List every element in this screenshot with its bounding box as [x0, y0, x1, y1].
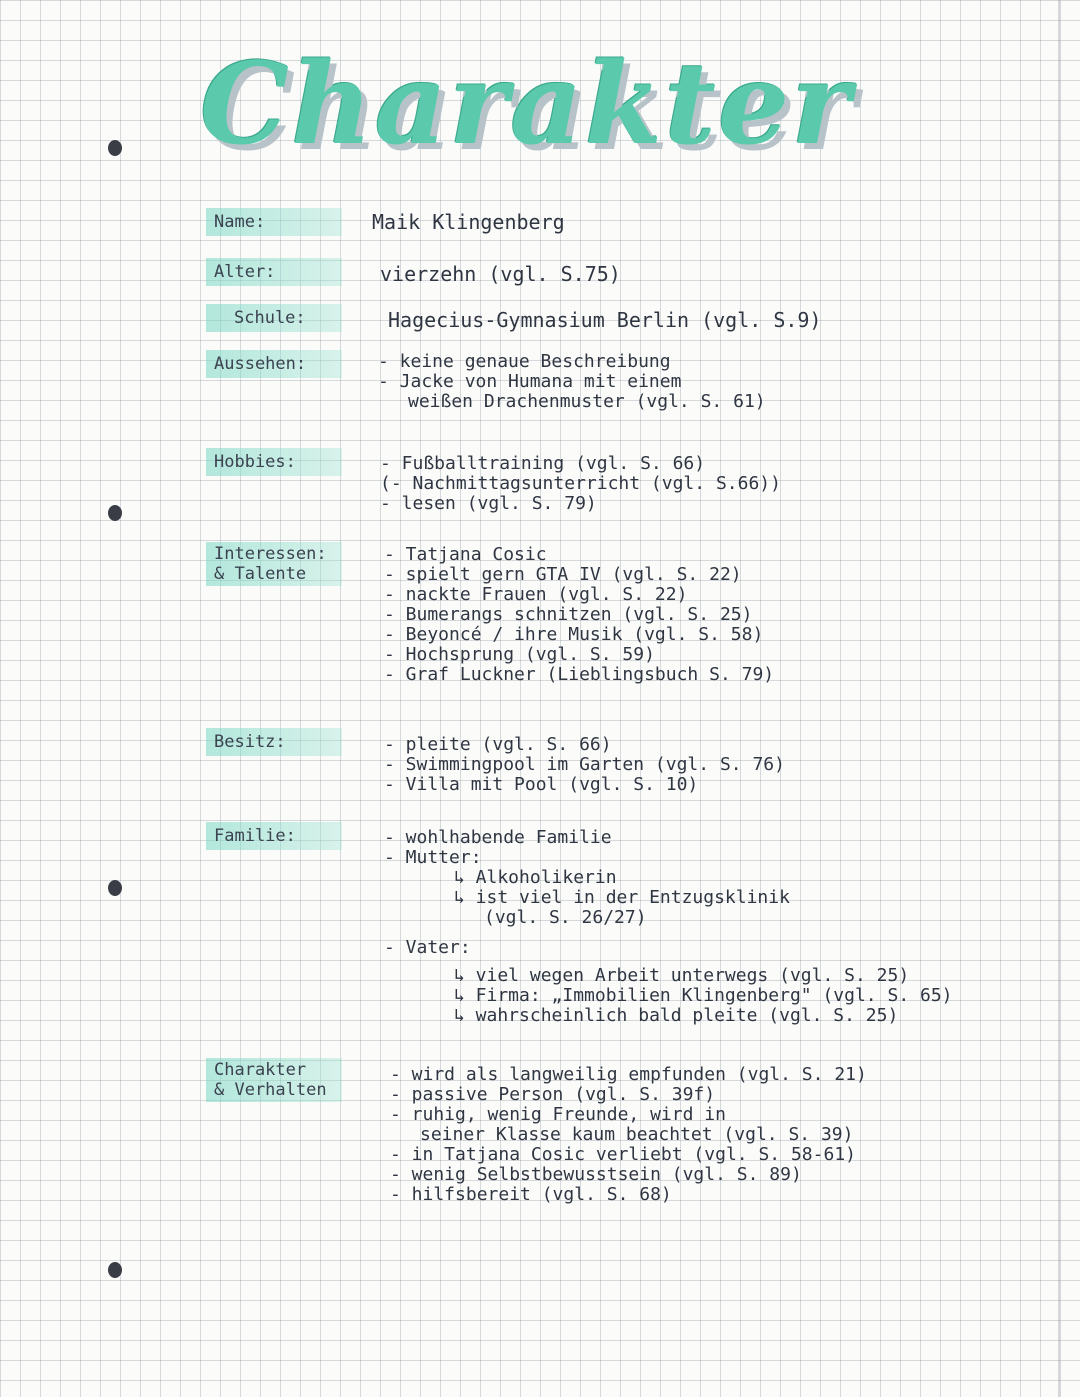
schule-label: Schule: [206, 304, 342, 332]
list-item: seiner Klasse kaum beachtet (vgl. S. 39) [420, 1124, 854, 1145]
list-item: ↳ wahrscheinlich bald pleite (vgl. S. 25) [454, 1005, 899, 1026]
list-item: - keine genaue Beschreibung [378, 351, 671, 372]
hobbies-label: Hobbies: [206, 448, 342, 476]
besitz-list [384, 735, 785, 795]
list-item: - Graf Luckner (Lieblingsbuch S. 79) [384, 664, 775, 685]
list-item: weißen Drachenmuster (vgl. S. 61) [408, 391, 766, 412]
list-item: - hilfsbereit (vgl. S. 68) [390, 1184, 672, 1205]
interessen-label-line: & Talente [214, 564, 307, 584]
name-value: Maik Klingenberg [372, 210, 565, 234]
list-item: - Hochsprung (vgl. S. 59) [384, 644, 655, 665]
schule-value: Hagecius-Gymnasium Berlin (vgl. S.9) [388, 308, 822, 332]
list-item: - passive Person (vgl. S. 39f) [390, 1084, 716, 1105]
list-item: ↳ Alkoholikerin [454, 867, 617, 888]
punch-hole [108, 1262, 122, 1278]
name-label: Name: [206, 208, 342, 236]
list-item: - wohlhabende Familie [384, 827, 612, 848]
aussehen-label: Aussehen: [206, 350, 342, 378]
alter-value: vierzehn (vgl. S.75) [380, 262, 621, 286]
list-item: - Jacke von Humana mit einem [378, 371, 682, 392]
hobbies-list [380, 454, 781, 514]
interessen-list [384, 545, 774, 685]
list-item: - Vater: [384, 937, 471, 958]
list-item: - ruhig, wenig Freunde, wird in [390, 1104, 726, 1125]
list-item: - Mutter: [384, 847, 482, 868]
list-item: - Villa mit Pool (vgl. S. 10) [384, 774, 699, 795]
familie-list [384, 828, 953, 1026]
list-item: - wird als langweilig empfunden (vgl. S. 21) [390, 1064, 867, 1085]
interessen-label [206, 542, 342, 586]
charakter-label-line: & Verhalten [214, 1080, 327, 1100]
list-item: - Beyoncé / ihre Musik (vgl. S. 58) [384, 624, 764, 645]
charakter-label [206, 1058, 342, 1102]
list-item: ↳ Firma: „Immobilien Klingenberg" (vgl. S. 65) [454, 985, 953, 1006]
list-item: ↳ viel wegen Arbeit unterwegs (vgl. S. 25) [454, 965, 910, 986]
list-item: - Bumerangs schnitzen (vgl. S. 25) [384, 604, 753, 625]
besitz-label: Besitz: [206, 728, 342, 756]
list-item: - Fußballtraining (vgl. S. 66) [380, 453, 706, 474]
aussehen-list [378, 352, 766, 412]
alter-label: Alter: [206, 258, 342, 286]
list-item: - lesen (vgl. S. 79) [380, 493, 597, 514]
punch-hole [108, 880, 122, 896]
charakter-label-line: Charakter [214, 1060, 307, 1080]
list-item: (- Nachmittagsunterricht (vgl. S.66)) [380, 473, 781, 494]
list-item: - Swimmingpool im Garten (vgl. S. 76) [384, 754, 785, 775]
list-item: - nackte Frauen (vgl. S. 22) [384, 584, 688, 605]
list-item: (vgl. S. 26/27) [484, 907, 647, 928]
list-item: - in Tatjana Cosic verliebt (vgl. S. 58-61) [390, 1144, 856, 1165]
interessen-label-line: Interessen: [214, 544, 327, 564]
punch-hole [108, 140, 122, 156]
list-item: - pleite (vgl. S. 66) [384, 734, 612, 755]
list-item: ↳ ist viel in der Entzugsklinik [454, 887, 790, 908]
punch-hole [108, 505, 122, 521]
list-item: - Tatjana Cosic [384, 544, 547, 565]
page-margin-line [1058, 0, 1060, 1397]
familie-label: Familie: [206, 822, 342, 850]
list-item: - wenig Selbstbewusstsein (vgl. S. 89) [390, 1164, 802, 1185]
list-item: - spielt gern GTA IV (vgl. S. 22) [384, 564, 742, 585]
page-title: Charakter [200, 39, 853, 170]
charakter-list [390, 1065, 867, 1205]
